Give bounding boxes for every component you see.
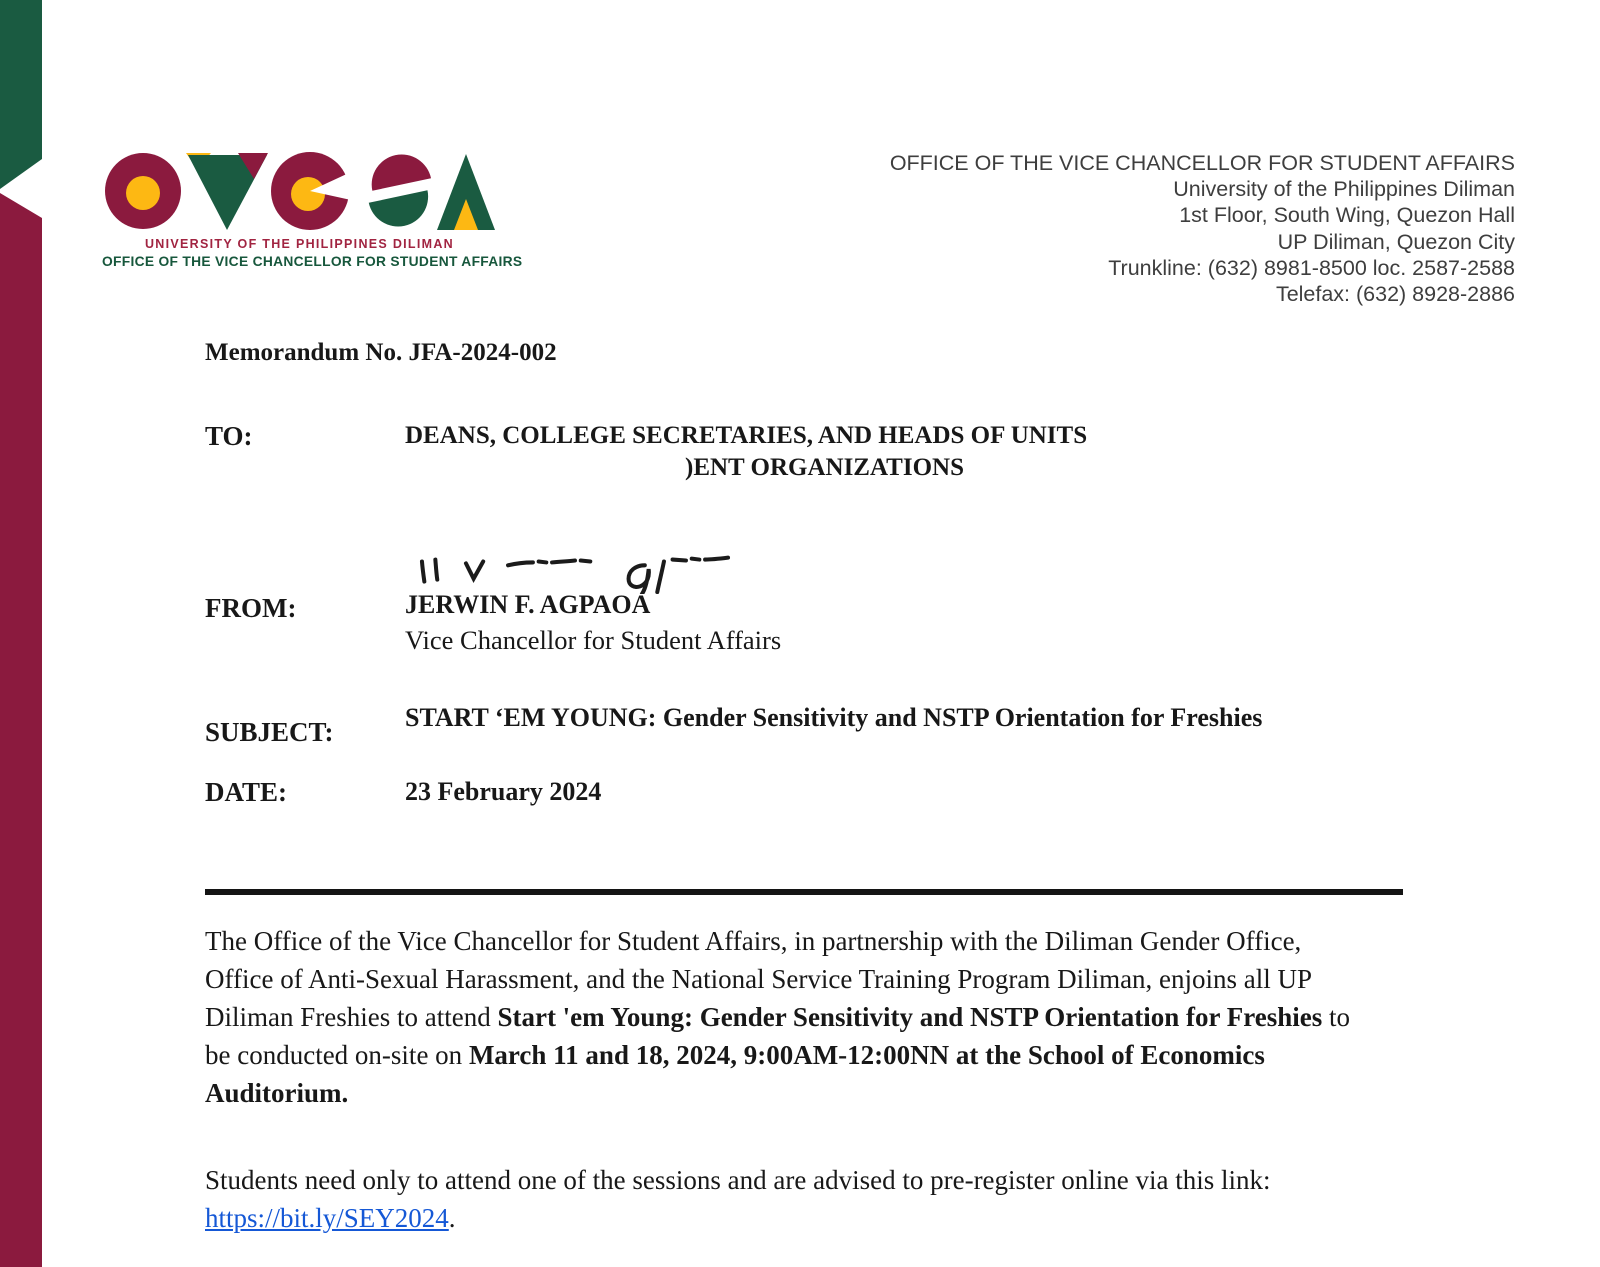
from-label: FROM:: [205, 593, 297, 623]
subject-field: [205, 700, 1405, 748]
subject-value: START ‘EM YOUNG: Gender Sensitivity and NSTP Orientation for Freshies: [405, 703, 1263, 732]
from-value: [405, 550, 1405, 658]
date-label: DATE:: [205, 777, 288, 807]
letterhead-trunkline: Trunkline: (632) 8981-8500 loc. 2587-2588: [1108, 255, 1515, 280]
subject-label: SUBJECT:: [205, 717, 334, 747]
para1-event-title-bold: Start 'em Young: Gender Sensitivity and NSTP Orientation for Freshies: [497, 1002, 1323, 1032]
to-value: [405, 420, 1405, 484]
memo-content: [205, 338, 1405, 1264]
letterhead: [890, 150, 1515, 307]
ovcsa-acronym-icon: [105, 152, 495, 230]
ovcsa-logo: [102, 152, 523, 269]
to-value-line-1: DEANS, COLLEGE SECRETARIES, AND HEADS OF UNITS: [405, 422, 1088, 449]
left-ribbon-green: [0, 0, 42, 190]
date-field: [205, 776, 1405, 808]
registration-link[interactable]: https://bit.ly/SEY2024: [205, 1203, 449, 1233]
date-value: 23 February 2024: [405, 777, 602, 806]
to-label: TO:: [205, 421, 253, 451]
memo-number: Memorandum No. JFA-2024-002: [205, 339, 557, 366]
para2-segment-1: Students need only to attend one of the sessions and are advised to pre-register online via this link:: [205, 1165, 1271, 1195]
logo-office-line: OFFICE OF THE VICE CHANCELLOR FOR STUDENT AFFAIRS: [102, 254, 523, 269]
body-paragraph-2: [205, 1161, 1365, 1237]
para1-segment-3: to be conducted on-site on: [205, 1002, 1350, 1070]
para1-segment-1: The Office of the Vice Chancellor for Student Affairs, in partnership with the Diliman Gender Office, Office of Anti-Sexual Harassment, and the National Service Training Program Diliman, enjoins all UP Diliman Freshies to attend: [205, 926, 1312, 1032]
left-ribbon-maroon: [0, 192, 42, 1267]
divider-rule: [205, 889, 1403, 895]
letterhead-address-line-1: 1st Floor, South Wing, Quezon Hall: [1179, 203, 1515, 228]
from-field: [205, 550, 1405, 658]
letterhead-address-line-2: UP Diliman, Quezon City: [1277, 229, 1515, 254]
to-field: [205, 420, 1405, 484]
letterhead-telefax: Telefax: (632) 8928-2886: [1275, 282, 1515, 307]
body-paragraph-1: [205, 922, 1365, 1112]
para2-segment-2: .: [448, 1203, 456, 1233]
from-title: Vice Chancellor for Student Affairs: [405, 625, 782, 655]
from-name: JERWIN F. AGPAOA: [405, 590, 651, 619]
para1-schedule-bold: March 11 and 18, 2024, 9:00AM-12:00NN at the School of Economics Auditorium.: [205, 1040, 1265, 1108]
to-value-line-2: )ENT ORGANIZATIONS: [685, 454, 964, 481]
logo-university-line: UNIVERSITY OF THE PHILIPPINES DILIMAN: [144, 237, 454, 251]
letterhead-university-line: University of the Philippines Diliman: [1173, 177, 1515, 202]
letterhead-office-line: OFFICE OF THE VICE CHANCELLOR FOR STUDENT AFFAIRS: [889, 151, 1515, 175]
